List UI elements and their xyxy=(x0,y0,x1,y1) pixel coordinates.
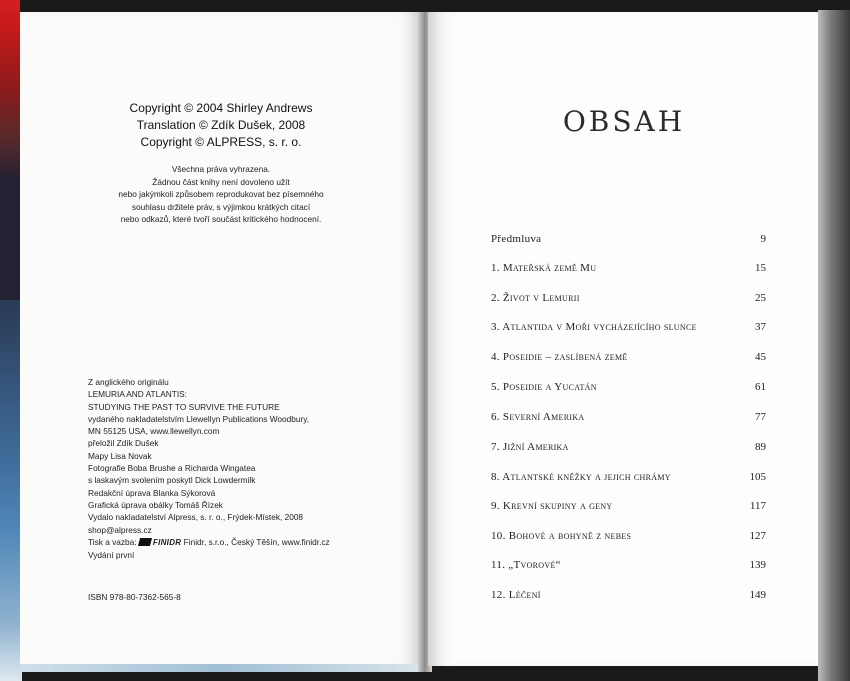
credit-line: přeložil Zdík Dušek xyxy=(88,438,159,449)
isbn: ISBN 978-80-7362-565-8 xyxy=(88,592,181,602)
toc-entry xyxy=(491,441,766,461)
toc-entry-label: 3. Atlantida v Moři vycházejícího slunce xyxy=(491,321,697,333)
credit-line: s laskavým svolením poskytl Dick Lowdermilk xyxy=(88,475,256,486)
print-prefix: Tisk a vazba: xyxy=(88,536,137,547)
credit-line: LEMURIA AND ATLANTIS: xyxy=(88,389,187,400)
toc-entry xyxy=(491,381,766,401)
toc-entry-page: 45 xyxy=(755,351,766,363)
toc-entry-label: 11. „Tvorové“ xyxy=(491,559,561,571)
copyright-block xyxy=(20,100,422,151)
toc-entry-page: 25 xyxy=(755,292,766,304)
toc-entry-label: 2. Život v Lemurii xyxy=(491,292,580,304)
contents-title: OBSAH xyxy=(562,105,686,138)
finidr-logo-text: FINIDR xyxy=(152,537,182,547)
toc-entry-page: 89 xyxy=(755,441,766,453)
credit-line: vydaného nakladatelstvím Llewellyn Publications Woodbury, xyxy=(88,413,310,424)
toc-entry-page: 61 xyxy=(755,381,766,393)
rights-line: Všechna práva vyhrazena. xyxy=(171,164,271,174)
toc-entry-label: 4. Poseidie – zaslíbená země xyxy=(491,351,628,363)
toc-entry-label: 1. Mateřská země Mu xyxy=(491,262,597,274)
copyright-line: Copyright © 2004 Shirley Andrews xyxy=(129,101,313,115)
credit-line: Mapy Lisa Novak xyxy=(88,450,152,461)
toc-entry xyxy=(491,471,766,491)
toc-entry-page: 15 xyxy=(755,262,766,274)
toc-entry-page: 117 xyxy=(749,500,766,512)
rights-notice xyxy=(20,163,422,226)
credit-line: Redakční úprava Blanka Sýkorová xyxy=(88,487,216,498)
credit-line: shop@alpress.cz xyxy=(88,524,152,535)
rights-line: souhlasu držitele práv, s výjimkou krátkých citací xyxy=(131,201,311,212)
toc-entry-page: 105 xyxy=(749,471,766,483)
toc-entry-label: 7. Jižní Amerika xyxy=(491,441,569,453)
toc-entry-page: 37 xyxy=(755,321,766,333)
credit-line: Z anglického originálu xyxy=(88,377,169,387)
toc-entry xyxy=(491,292,766,312)
toc-entry-label: 9. Krevní skupiny a geny xyxy=(491,500,613,512)
finidr-logo-icon xyxy=(138,538,152,546)
toc-entry-label: 6. Severní Amerika xyxy=(491,411,585,423)
toc-entry-page: 77 xyxy=(755,411,766,423)
credit-line: Fotografie Boba Brushe a Richarda Wingatea xyxy=(88,463,256,474)
rights-line: nebo jakýmkoli způsobem reprodukovat bez písemného xyxy=(118,189,324,199)
toc-entry-page: 9 xyxy=(760,233,766,245)
edition-line: Vydání první xyxy=(88,550,135,561)
credit-line: STUDYING THE PAST TO SURVIVE THE FUTURE xyxy=(88,401,280,412)
rights-line: Žádnou část knihy není dovoleno užít xyxy=(152,176,290,187)
toc-entry-page: 149 xyxy=(749,589,766,601)
toc-entry xyxy=(491,559,766,579)
toc-entry-label: 10. Bohové a bohyně z nebes xyxy=(491,530,632,542)
publisher-copyright-line: Copyright © ALPRESS, s. r. o. xyxy=(140,135,302,149)
toc-entry xyxy=(491,411,766,431)
toc-entry xyxy=(491,351,766,371)
translation-line: Translation © Zdík Dušek, 2008 xyxy=(136,118,306,132)
finidr-logo xyxy=(139,537,181,549)
toc-entry xyxy=(491,321,766,341)
toc-entry xyxy=(491,530,766,550)
toc-entry-label: 5. Poseidie a Yucatán xyxy=(491,381,597,393)
cover-edge-red xyxy=(0,0,20,300)
toc-entry xyxy=(491,589,766,609)
credits-block xyxy=(88,376,408,561)
page-bottom-edge xyxy=(20,664,422,672)
toc-entry xyxy=(491,500,766,520)
toc-entry-label: 12. Léčení xyxy=(491,589,541,601)
cover-edge-blue xyxy=(0,300,22,681)
print-line xyxy=(88,536,408,549)
contents-page xyxy=(428,12,820,666)
copyright-page xyxy=(20,12,422,670)
rights-line: nebo odkazů, které tvoří součást kritického hodnocení. xyxy=(120,214,322,224)
print-suffix: Finidr, s.r.o., Český Těšín, www.finidr.cz xyxy=(183,536,330,547)
toc-entry xyxy=(491,233,766,253)
toc-entry-label: Předmluva xyxy=(491,233,542,245)
credit-line: MN 55125 USA, www.llewellyn.com xyxy=(88,426,220,437)
toc-entry-page: 127 xyxy=(749,530,766,542)
toc-entry xyxy=(491,262,766,282)
toc-entry-label: 8. Atlantské kněžky a jejich chrámy xyxy=(491,471,671,483)
toc-entry-page: 139 xyxy=(749,559,766,571)
page-edge-shadow xyxy=(818,10,850,681)
credit-line: Grafická úprava obálky Tomáš Řízek xyxy=(88,499,223,510)
credit-line: Vydalo nakladatelství Alpress, s. r. o., Frýdek-Místek, 2008 xyxy=(88,512,304,523)
